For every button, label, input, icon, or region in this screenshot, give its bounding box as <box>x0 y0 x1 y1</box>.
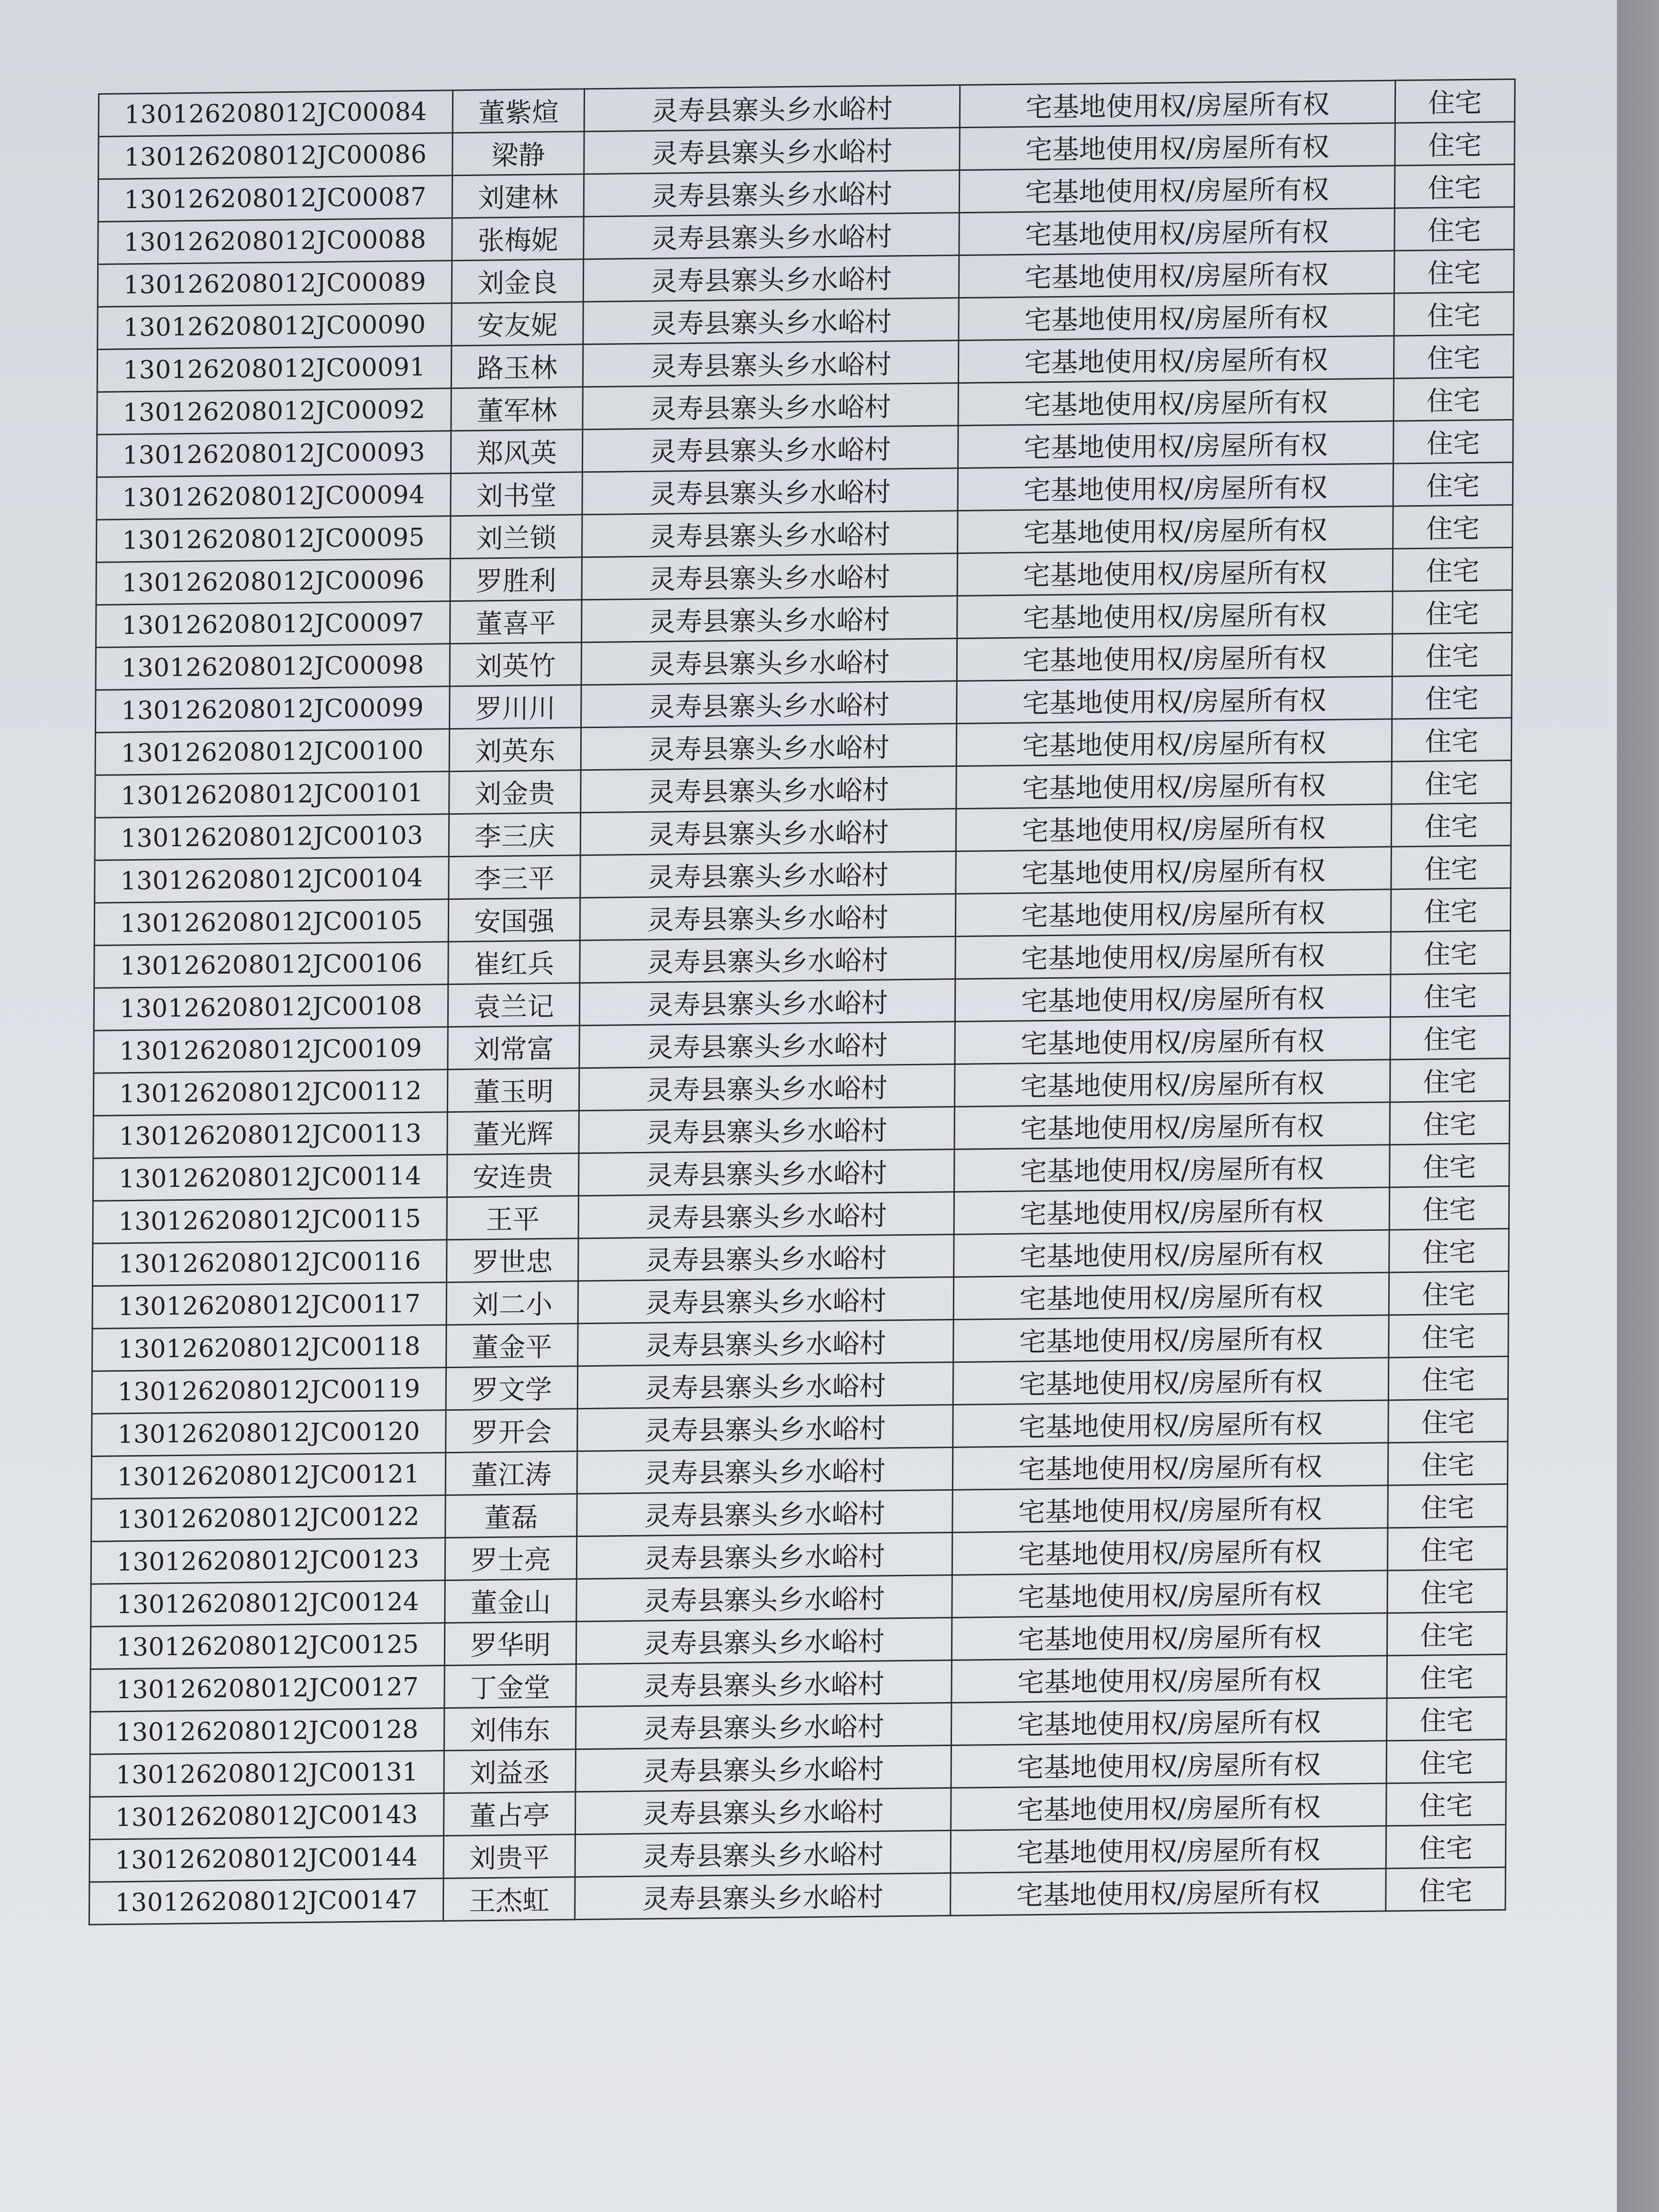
owner-name-cell: 刘建林 <box>452 174 584 218</box>
right-type-cell: 宅基地使用权/房屋所有权 <box>951 1613 1387 1660</box>
parcel-code-cell: 130126208012JC00090 <box>98 303 452 350</box>
usage-cell: 住宅 <box>1392 760 1511 804</box>
parcel-code-cell: 130126208012JC00120 <box>92 1410 446 1457</box>
usage-cell: 住宅 <box>1393 505 1513 549</box>
owner-name-cell: 罗文学 <box>446 1366 577 1410</box>
usage-cell: 住宅 <box>1394 420 1513 464</box>
location-cell: 灵寿县寨头乡水峪村 <box>575 1873 951 1919</box>
usage-cell: 住宅 <box>1389 1186 1509 1230</box>
parcel-code-cell: 130126208012JC00127 <box>90 1666 445 1712</box>
parcel-code-cell: 130126208012JC00131 <box>90 1751 444 1797</box>
location-cell: 灵寿县寨头乡水峪村 <box>582 596 958 642</box>
owner-name-cell: 郑风英 <box>451 430 582 474</box>
parcel-code-cell: 130126208012JC00087 <box>98 176 453 222</box>
parcel-code-cell: 130126208012JC00101 <box>95 772 450 818</box>
owner-name-cell: 董江涛 <box>445 1451 577 1495</box>
usage-cell: 住宅 <box>1387 1569 1507 1613</box>
location-cell: 灵寿县寨头乡水峪村 <box>579 979 955 1026</box>
right-type-cell: 宅基地使用权/房屋所有权 <box>959 251 1394 298</box>
location-cell: 灵寿县寨头乡水峪村 <box>578 1319 954 1366</box>
location-cell: 灵寿县寨头乡水峪村 <box>578 1150 954 1196</box>
location-cell: 灵寿县寨头乡水峪村 <box>581 724 957 770</box>
location-cell: 灵寿县寨头乡水峪村 <box>576 1660 952 1706</box>
owner-name-cell: 董金平 <box>446 1324 578 1368</box>
usage-cell: 住宅 <box>1386 1825 1505 1869</box>
location-cell: 灵寿县寨头乡水峪村 <box>578 1277 954 1323</box>
parcel-code-cell: 130126208012JC00113 <box>93 1112 448 1159</box>
owner-name-cell: 董磊 <box>445 1494 577 1538</box>
usage-cell: 住宅 <box>1391 845 1511 889</box>
parcel-code-cell: 130126208012JC00122 <box>91 1495 446 1542</box>
location-cell: 灵寿县寨头乡水峪村 <box>583 298 959 344</box>
parcel-code-cell: 130126208012JC00147 <box>89 1879 443 1925</box>
location-cell: 灵寿县寨头乡水峪村 <box>584 128 960 174</box>
owner-name-cell: 罗士亮 <box>445 1537 576 1581</box>
parcel-code-cell: 130126208012JC00104 <box>95 857 449 903</box>
location-cell: 灵寿县寨头乡水峪村 <box>575 1830 951 1877</box>
right-type-cell: 宅基地使用权/房屋所有权 <box>959 166 1395 213</box>
document-page <box>88 78 1515 1925</box>
location-cell: 灵寿县寨头乡水峪村 <box>582 511 958 557</box>
right-type-cell: 宅基地使用权/房屋所有权 <box>956 762 1392 809</box>
usage-cell: 住宅 <box>1386 1782 1506 1826</box>
right-type-cell: 宅基地使用权/房屋所有权 <box>953 1315 1389 1362</box>
owner-name-cell: 董光辉 <box>447 1111 579 1155</box>
location-cell: 灵寿县寨头乡水峪村 <box>583 255 959 302</box>
parcel-code-cell: 130126208012JC00105 <box>94 899 449 946</box>
parcel-code-cell: 130126208012JC00092 <box>97 388 452 435</box>
owner-name-cell: 罗胜利 <box>450 557 582 601</box>
parcel-code-cell: 130126208012JC00112 <box>93 1070 448 1116</box>
owner-name-cell: 刘英竹 <box>450 642 581 686</box>
right-type-cell: 宅基地使用权/房屋所有权 <box>955 932 1391 979</box>
parcel-code-cell: 130126208012JC00097 <box>96 601 450 648</box>
parcel-code-cell: 130126208012JC00106 <box>94 942 449 988</box>
right-type-cell: 宅基地使用权/房屋所有权 <box>958 421 1394 468</box>
right-type-cell: 宅基地使用权/房屋所有权 <box>957 634 1393 681</box>
owner-name-cell: 刘贵平 <box>443 1835 575 1879</box>
parcel-code-cell: 130126208012JC00086 <box>99 133 453 179</box>
right-type-cell: 宅基地使用权/房屋所有权 <box>955 974 1391 1022</box>
right-type-cell: 宅基地使用权/房屋所有权 <box>951 1741 1387 1788</box>
parcel-code-cell: 130126208012JC00121 <box>91 1453 446 1499</box>
location-cell: 灵寿县寨头乡水峪村 <box>580 809 956 855</box>
usage-cell: 住宅 <box>1391 888 1510 932</box>
usage-cell: 住宅 <box>1393 462 1513 506</box>
location-cell: 灵寿县寨头乡水峪村 <box>581 639 957 685</box>
right-type-cell: 宅基地使用权/房屋所有权 <box>956 804 1392 852</box>
usage-cell: 住宅 <box>1394 334 1514 378</box>
registry-table <box>88 78 1515 1925</box>
location-cell: 灵寿县寨头乡水峪村 <box>578 1192 954 1239</box>
usage-cell: 住宅 <box>1394 164 1514 208</box>
parcel-code-cell: 130126208012JC00123 <box>91 1538 445 1584</box>
owner-name-cell: 罗开会 <box>446 1409 577 1453</box>
owner-name-cell: 董金山 <box>445 1579 576 1623</box>
right-type-cell: 宅基地使用权/房屋所有权 <box>955 889 1391 937</box>
usage-cell: 住宅 <box>1395 79 1515 123</box>
usage-cell: 住宅 <box>1390 1058 1510 1102</box>
right-type-cell: 宅基地使用权/房屋所有权 <box>954 1187 1390 1235</box>
usage-cell: 住宅 <box>1394 249 1514 293</box>
location-cell: 灵寿县寨头乡水峪村 <box>582 426 958 472</box>
parcel-code-cell: 130126208012JC00124 <box>91 1581 445 1627</box>
parcel-code-cell: 130126208012JC00103 <box>95 814 449 861</box>
usage-cell: 住宅 <box>1394 377 1513 421</box>
location-cell: 灵寿县寨头乡水峪村 <box>576 1617 952 1664</box>
location-cell: 灵寿县寨头乡水峪村 <box>583 383 959 430</box>
location-cell: 灵寿县寨头乡水峪村 <box>583 341 959 387</box>
right-type-cell: 宅基地使用权/房屋所有权 <box>952 1443 1388 1490</box>
usage-cell: 住宅 <box>1390 1143 1509 1187</box>
parcel-code-cell: 130126208012JC00094 <box>97 474 451 520</box>
owner-name-cell: 李三平 <box>449 855 580 899</box>
owner-name-cell: 刘二小 <box>446 1281 578 1325</box>
right-type-cell: 宅基地使用权/房屋所有权 <box>954 1102 1390 1150</box>
usage-cell: 住宅 <box>1389 1314 1508 1358</box>
parcel-code-cell: 130126208012JC00143 <box>89 1793 444 1840</box>
owner-name-cell: 路玉林 <box>451 344 583 388</box>
location-cell: 灵寿县寨头乡水峪村 <box>580 852 956 898</box>
owner-name-cell: 董占亭 <box>443 1792 575 1836</box>
owner-name-cell: 董喜平 <box>450 600 582 644</box>
parcel-code-cell: 130126208012JC00088 <box>98 218 453 265</box>
owner-name-cell: 刘英东 <box>449 728 581 772</box>
location-cell: 灵寿县寨头乡水峪村 <box>581 766 957 813</box>
owner-name-cell: 董玉明 <box>447 1068 579 1112</box>
location-cell: 灵寿县寨头乡水峪村 <box>575 1788 951 1834</box>
location-cell: 灵寿县寨头乡水峪村 <box>577 1405 953 1451</box>
parcel-code-cell: 130126208012JC00100 <box>95 729 450 775</box>
usage-cell: 住宅 <box>1393 547 1512 591</box>
location-cell: 灵寿县寨头乡水峪村 <box>577 1447 953 1493</box>
usage-cell: 住宅 <box>1392 718 1511 762</box>
location-cell: 灵寿县寨头乡水峪村 <box>575 1745 951 1792</box>
usage-cell: 住宅 <box>1386 1739 1506 1783</box>
owner-name-cell: 梁静 <box>453 132 584 176</box>
usage-cell: 住宅 <box>1392 675 1512 719</box>
usage-cell: 住宅 <box>1391 973 1510 1017</box>
parcel-code-cell: 130126208012JC00098 <box>96 644 450 690</box>
location-cell: 灵寿县寨头乡水峪村 <box>584 213 960 259</box>
right-type-cell: 宅基地使用权/房屋所有权 <box>956 719 1392 766</box>
owner-name-cell: 刘常富 <box>448 1026 579 1070</box>
usage-cell: 住宅 <box>1388 1484 1507 1528</box>
parcel-code-cell: 130126208012JC00117 <box>92 1283 447 1329</box>
right-type-cell: 宅基地使用权/房屋所有权 <box>952 1528 1388 1575</box>
parcel-code-cell: 130126208012JC00095 <box>96 516 451 563</box>
right-type-cell: 宅基地使用权/房屋所有权 <box>955 1017 1391 1064</box>
right-type-cell: 宅基地使用权/房屋所有权 <box>959 208 1395 255</box>
parcel-code-cell: 130126208012JC00125 <box>90 1623 445 1670</box>
parcel-code-cell: 130126208012JC00116 <box>92 1240 447 1286</box>
right-type-cell: 宅基地使用权/房屋所有权 <box>959 293 1394 341</box>
owner-name-cell: 刘金良 <box>452 259 583 303</box>
owner-name-cell: 刘金贵 <box>449 770 581 814</box>
owner-name-cell: 罗川川 <box>450 685 581 729</box>
usage-cell: 住宅 <box>1387 1697 1506 1741</box>
right-type-cell: 宅基地使用权/房屋所有权 <box>954 1230 1390 1277</box>
right-type-cell: 宅基地使用权/房屋所有权 <box>957 591 1393 639</box>
location-cell: 灵寿县寨头乡水峪村 <box>579 1022 955 1068</box>
usage-cell: 住宅 <box>1388 1356 1508 1400</box>
right-type-cell: 宅基地使用权/房屋所有权 <box>951 1656 1387 1703</box>
owner-name-cell: 安友妮 <box>452 302 583 346</box>
usage-cell: 住宅 <box>1391 803 1511 847</box>
owner-name-cell: 罗世忠 <box>447 1239 578 1283</box>
parcel-code-cell: 130126208012JC00119 <box>92 1368 446 1414</box>
right-type-cell: 宅基地使用权/房屋所有权 <box>955 1060 1391 1107</box>
usage-cell: 住宅 <box>1394 207 1514 251</box>
location-cell: 灵寿县寨头乡水峪村 <box>581 681 957 728</box>
usage-cell: 住宅 <box>1395 122 1515 166</box>
parcel-code-cell: 130126208012JC00144 <box>89 1836 444 1882</box>
right-type-cell: 宅基地使用权/房屋所有权 <box>953 1400 1389 1448</box>
parcel-code-cell: 130126208012JC00093 <box>97 431 451 477</box>
right-type-cell: 宅基地使用权/房屋所有权 <box>951 1826 1386 1873</box>
location-cell: 灵寿县寨头乡水峪村 <box>584 170 960 217</box>
usage-cell: 住宅 <box>1387 1526 1507 1571</box>
usage-cell: 住宅 <box>1390 1016 1510 1060</box>
background-surface <box>1617 0 1659 2212</box>
owner-name-cell: 董紫煊 <box>453 89 584 133</box>
right-type-cell: 宅基地使用权/房屋所有权 <box>952 1571 1388 1618</box>
location-cell: 灵寿县寨头乡水峪村 <box>578 1235 954 1281</box>
right-type-cell: 宅基地使用权/房屋所有权 <box>952 1485 1388 1533</box>
right-type-cell: 宅基地使用权/房屋所有权 <box>951 1869 1386 1916</box>
right-type-cell: 宅基地使用权/房屋所有权 <box>954 1145 1390 1192</box>
usage-cell: 住宅 <box>1392 632 1512 676</box>
owner-name-cell: 袁兰记 <box>448 983 579 1027</box>
location-cell: 灵寿县寨头乡水峪村 <box>575 1703 951 1749</box>
owner-name-cell: 王平 <box>447 1196 578 1240</box>
right-type-cell: 宅基地使用权/房屋所有权 <box>958 336 1394 383</box>
usage-cell: 住宅 <box>1388 1399 1508 1443</box>
usage-cell: 住宅 <box>1389 1228 1509 1272</box>
usage-cell: 住宅 <box>1386 1867 1505 1911</box>
right-type-cell: 宅基地使用权/房屋所有权 <box>953 1272 1389 1320</box>
parcel-code-cell: 130126208012JC00084 <box>99 90 453 137</box>
parcel-code-cell: 130126208012JC00099 <box>96 686 450 733</box>
location-cell: 灵寿县寨头乡水峪村 <box>580 894 956 940</box>
parcel-code-cell: 130126208012JC00091 <box>97 346 452 392</box>
owner-name-cell: 董军林 <box>451 387 583 431</box>
parcel-code-cell: 130126208012JC00114 <box>93 1155 447 1201</box>
right-type-cell: 宅基地使用权/房屋所有权 <box>958 378 1394 426</box>
right-type-cell: 宅基地使用权/房屋所有权 <box>953 1358 1389 1405</box>
usage-cell: 住宅 <box>1387 1612 1507 1656</box>
right-type-cell: 宅基地使用权/房屋所有权 <box>957 549 1393 596</box>
parcel-code-cell: 130126208012JC00128 <box>90 1708 444 1755</box>
location-cell: 灵寿县寨头乡水峪村 <box>577 1362 953 1408</box>
right-type-cell: 宅基地使用权/房屋所有权 <box>960 80 1395 128</box>
registry-table-body <box>89 79 1515 1924</box>
location-cell: 灵寿县寨头乡水峪村 <box>576 1575 952 1621</box>
usage-cell: 住宅 <box>1390 1101 1509 1145</box>
right-type-cell: 宅基地使用权/房屋所有权 <box>957 676 1393 724</box>
parcel-code-cell: 130126208012JC00108 <box>94 984 448 1031</box>
location-cell: 灵寿县寨头乡水峪村 <box>580 937 956 983</box>
right-type-cell: 宅基地使用权/房屋所有权 <box>951 1783 1387 1831</box>
location-cell: 灵寿县寨头乡水峪村 <box>577 1490 953 1536</box>
location-cell: 灵寿县寨头乡水峪村 <box>576 1532 952 1579</box>
usage-cell: 住宅 <box>1387 1654 1506 1698</box>
parcel-code-cell: 130126208012JC00089 <box>98 261 452 307</box>
right-type-cell: 宅基地使用权/房屋所有权 <box>960 123 1395 170</box>
right-type-cell: 宅基地使用权/房屋所有权 <box>958 464 1394 511</box>
usage-cell: 住宅 <box>1393 590 1512 634</box>
owner-name-cell: 刘益丞 <box>444 1749 575 1793</box>
location-cell: 灵寿县寨头乡水峪村 <box>584 85 960 132</box>
owner-name-cell: 丁金堂 <box>444 1664 576 1708</box>
usage-cell: 住宅 <box>1391 930 1510 974</box>
owner-name-cell: 崔红兵 <box>448 940 580 984</box>
right-type-cell: 宅基地使用权/房屋所有权 <box>958 506 1394 553</box>
owner-name-cell: 刘书堂 <box>451 472 582 516</box>
location-cell: 灵寿县寨头乡水峪村 <box>579 1107 955 1153</box>
location-cell: 灵寿县寨头乡水峪村 <box>582 553 958 600</box>
parcel-code-cell: 130126208012JC00109 <box>94 1027 448 1073</box>
owner-name-cell: 刘兰锁 <box>450 515 582 559</box>
owner-name-cell: 李三庆 <box>449 813 580 857</box>
parcel-code-cell: 130126208012JC00118 <box>92 1325 447 1371</box>
owner-name-cell: 王杰虹 <box>443 1877 575 1921</box>
owner-name-cell: 刘伟东 <box>444 1707 575 1751</box>
parcel-code-cell: 130126208012JC00115 <box>93 1197 447 1244</box>
usage-cell: 住宅 <box>1388 1441 1507 1485</box>
parcel-code-cell: 130126208012JC00096 <box>96 559 451 605</box>
owner-name-cell: 张梅妮 <box>452 217 584 261</box>
owner-name-cell: 安连贵 <box>447 1153 578 1197</box>
owner-name-cell: 罗华明 <box>444 1622 576 1666</box>
location-cell: 灵寿县寨头乡水峪村 <box>579 1064 955 1111</box>
usage-cell: 住宅 <box>1394 292 1514 336</box>
location-cell: 灵寿县寨头乡水峪村 <box>582 468 958 515</box>
right-type-cell: 宅基地使用权/房屋所有权 <box>956 847 1392 894</box>
owner-name-cell: 安国强 <box>448 898 580 942</box>
right-type-cell: 宅基地使用权/房屋所有权 <box>951 1698 1387 1746</box>
usage-cell: 住宅 <box>1389 1271 1508 1315</box>
